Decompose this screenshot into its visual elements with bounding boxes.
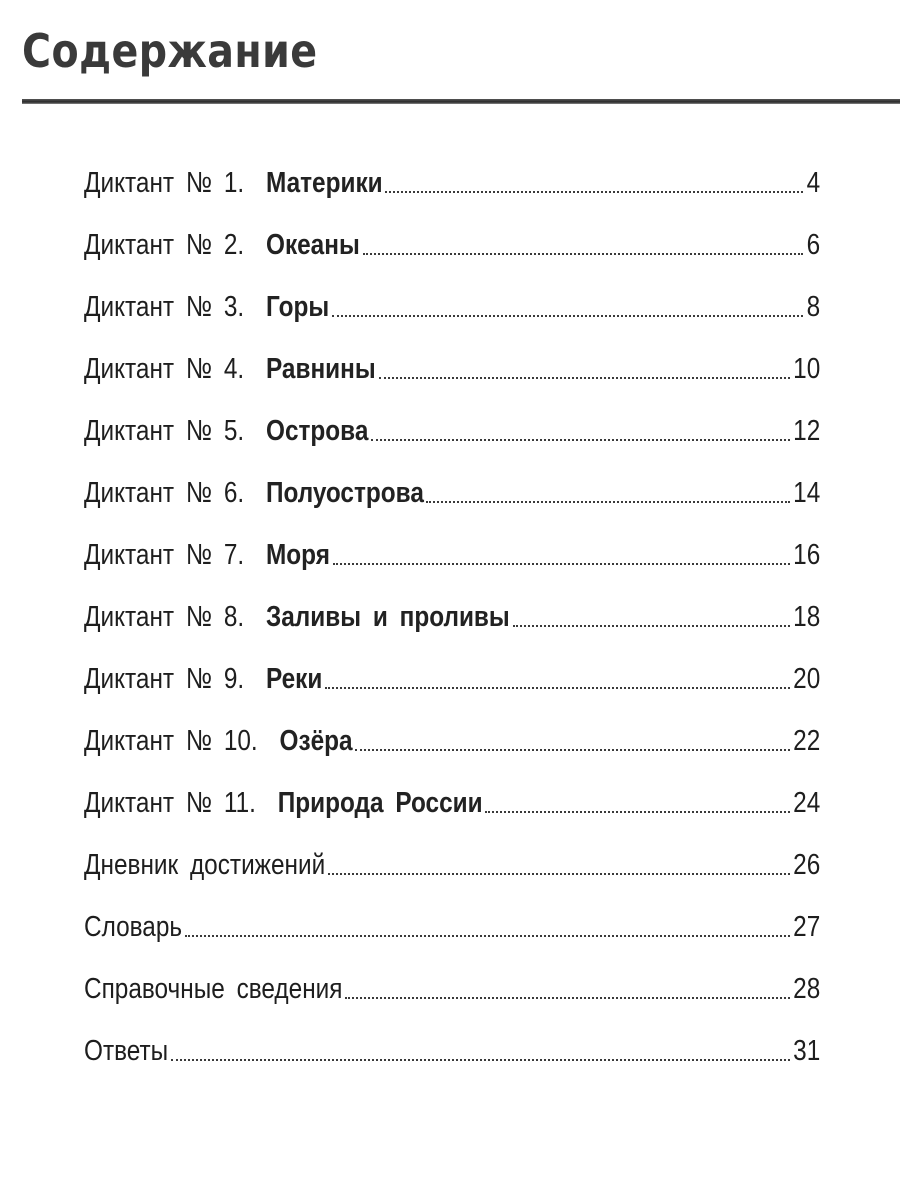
- dictation-topic: Острова: [265, 415, 369, 447]
- toc-entry[interactable]: [84, 408, 820, 448]
- dictation-number: Диктант № 3.: [84, 291, 245, 323]
- toc-entry[interactable]: [84, 718, 820, 758]
- section-label: Дневник достижений: [84, 849, 326, 881]
- page-number: 20: [792, 663, 820, 695]
- dictation-number: Диктант № 4.: [84, 353, 245, 385]
- dictation-number: Диктант № 1.: [84, 167, 245, 199]
- dot-leader: [385, 191, 803, 193]
- toc-entry-dictionary[interactable]: [84, 904, 820, 944]
- dictation-number: Диктант № 10.: [84, 725, 258, 757]
- dictation-topic: Озёра: [279, 725, 353, 757]
- toc-entry[interactable]: [84, 470, 820, 510]
- page-number: 10: [792, 353, 820, 385]
- page-number: 27: [792, 911, 820, 943]
- dictation-number: Диктант № 8.: [84, 601, 245, 633]
- page-number: 31: [792, 1035, 820, 1067]
- page-number: 16: [792, 539, 820, 571]
- dot-leader: [485, 811, 790, 813]
- dot-leader: [513, 625, 790, 627]
- dot-leader: [371, 439, 790, 441]
- page-number: 24: [792, 787, 820, 819]
- dictation-number: Диктант № 7.: [84, 539, 245, 571]
- dictation-number: Диктант № 9.: [84, 663, 245, 695]
- dot-leader: [426, 501, 789, 503]
- dictation-topic: Горы: [265, 291, 330, 323]
- page-number: 6: [806, 229, 820, 261]
- section-label: Справочные сведения: [84, 973, 343, 1005]
- dictation-topic: Равнины: [265, 353, 376, 385]
- toc-entry[interactable]: [84, 160, 820, 200]
- page-number: 4: [806, 167, 820, 199]
- dot-leader: [171, 1059, 789, 1061]
- page-number: 14: [792, 477, 820, 509]
- toc-entry[interactable]: [84, 222, 820, 262]
- toc-entry[interactable]: [84, 346, 820, 386]
- toc-entry[interactable]: [84, 656, 820, 696]
- dictation-number: Диктант № 2.: [84, 229, 245, 261]
- toc-entry[interactable]: [84, 594, 820, 634]
- page-number: 28: [792, 973, 820, 1005]
- toc-entry[interactable]: [84, 532, 820, 572]
- dictation-topic: Океаны: [265, 229, 360, 261]
- dictation-topic: Материки: [265, 167, 383, 199]
- toc-entry[interactable]: [84, 284, 820, 324]
- dictation-topic: Полуострова: [265, 477, 424, 509]
- section-label: Ответы: [84, 1035, 169, 1067]
- page-number: 12: [792, 415, 820, 447]
- dictation-topic: Реки: [265, 663, 323, 695]
- dictation-topic: Заливы и проливы: [265, 601, 510, 633]
- toc-entry-reference[interactable]: [84, 966, 820, 1006]
- toc-entry-answers[interactable]: [84, 1028, 820, 1068]
- dot-leader: [355, 749, 789, 751]
- dictation-number: Диктант № 6.: [84, 477, 245, 509]
- page-number: 8: [806, 291, 820, 323]
- section-label: Словарь: [84, 911, 183, 943]
- dictation-number: Диктант № 5.: [84, 415, 245, 447]
- dot-leader: [328, 873, 789, 875]
- dot-leader: [333, 563, 790, 565]
- dictation-topic: Моря: [265, 539, 330, 571]
- page-number: 18: [792, 601, 820, 633]
- dot-leader: [332, 315, 803, 317]
- page-number: 26: [792, 849, 820, 881]
- dot-leader: [345, 997, 790, 999]
- dot-leader: [325, 687, 790, 689]
- dot-leader: [185, 935, 790, 937]
- dot-leader: [363, 253, 803, 255]
- page-title: Содержание: [22, 24, 318, 78]
- dictation-topic: Природа России: [277, 787, 483, 819]
- toc-entry-achievements[interactable]: [84, 842, 820, 882]
- dictation-number: Диктант № 11.: [84, 787, 256, 819]
- dot-leader: [379, 377, 790, 379]
- toc-entry[interactable]: [84, 780, 820, 820]
- page-number: 22: [792, 725, 820, 757]
